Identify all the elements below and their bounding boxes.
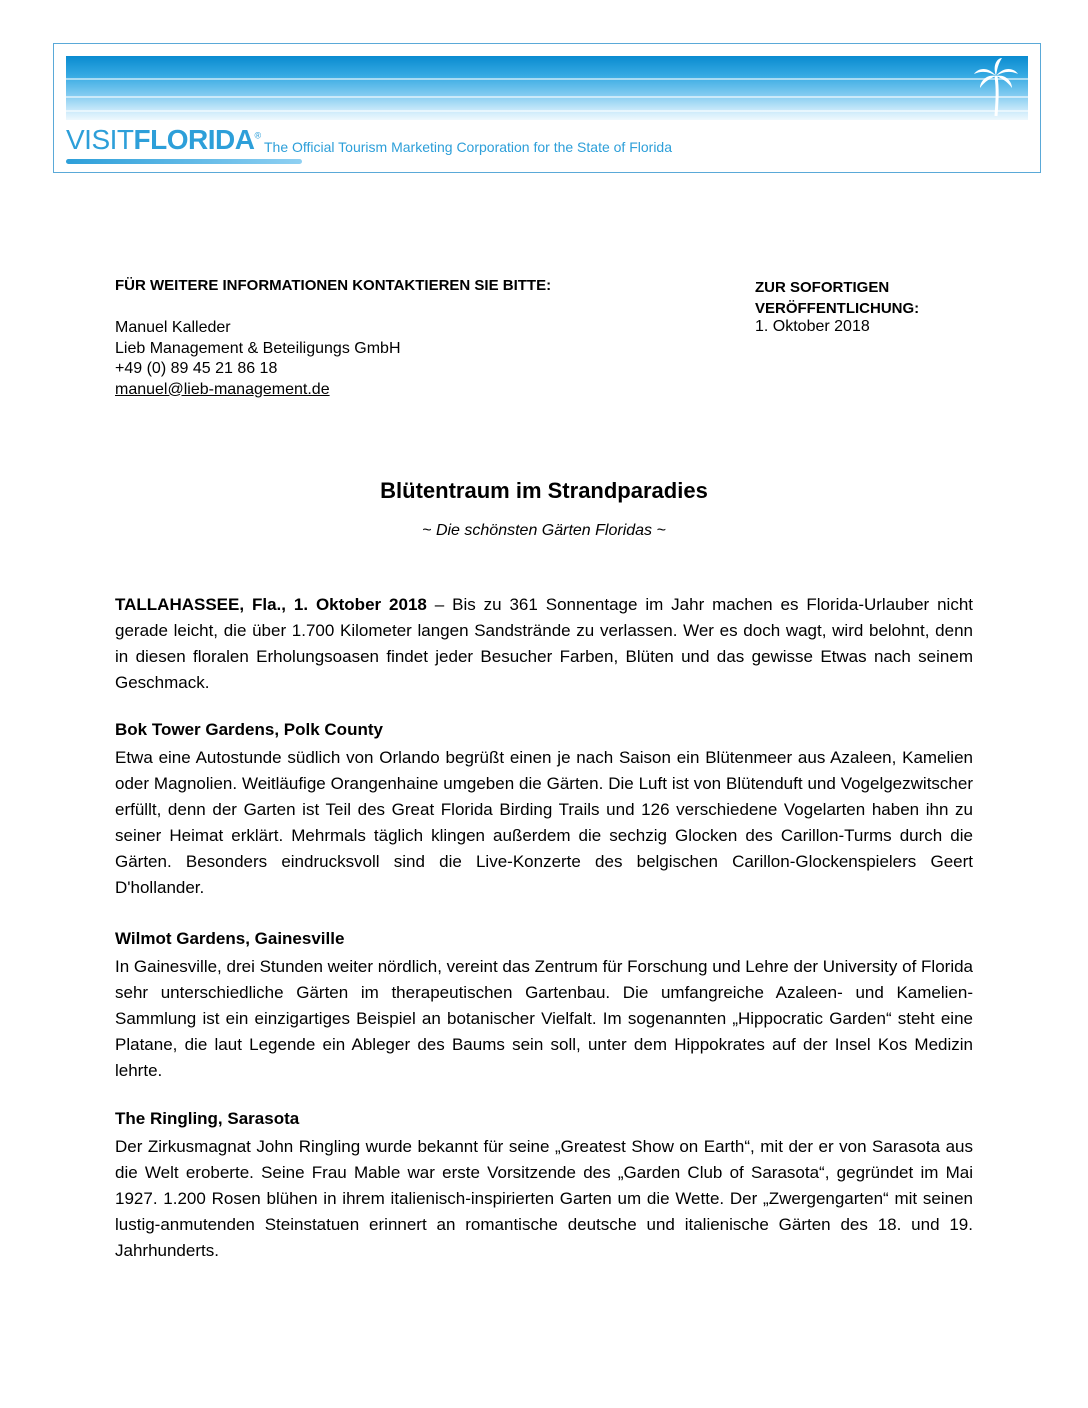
contact-phone: +49 (0) 89 45 21 86 18 (115, 360, 278, 377)
section-paragraph: Der Zirkusmagnat John Ringling wurde bekannt für seine „Greatest Show on Earth“, mit der er von Sarasota aus die Welt eroberte. Seine Frau Mable war erste Vorsitzende des „Garden Club of Sarasota“, gegründet im Mai 1927. 1.200 Rosen blühen in ihrem italienisch-inspirierten Garten um die Wette. Der „Zwergengarten“ mit seinen lustig-anmutenden Steinstatuen erinnert an romantische deutsche und italienische Gärten des 18. und 19. Jahrhunderts. (115, 1137, 973, 1260)
banner-stripe (66, 78, 1028, 80)
contact-block (115, 318, 401, 400)
logo-swoosh (66, 159, 302, 164)
header-banner (53, 43, 1041, 173)
intro-paragraph (115, 592, 973, 696)
section-paragraph: In Gainesville, drei Stunden weiter nördlich, vereint das Zentrum für Forschung und Lehre der University of Florida sehr unterschiedliche Gärten im therapeutischen Gartenbau. Die umfangreiche Azaleen- und Kamelien-Sammlung ist ein einzigartiges Beispiel an botanischer Vielfalt. Im sogenannten „Hippocratic Garden“ steht eine Platane, die laut Legende ein Ableger des Baums sein soll, unter dem Hippokrates auf der Insel Kos Medizin lehrte. (115, 957, 973, 1080)
release-heading (755, 277, 985, 319)
release-line-1: ZUR SOFORTIGEN (755, 279, 890, 296)
banner-gradient (66, 56, 1028, 120)
contact-name: Manuel Kalleder (115, 319, 231, 336)
dateline: TALLAHASSEE, Fla., 1. Oktober 2018 (115, 595, 427, 614)
section-heading: Wilmot Gardens, Gainesville (115, 929, 345, 948)
palm-tree-icon (972, 58, 1020, 118)
section-heading: The Ringling, Sarasota (115, 1109, 300, 1128)
release-line-2: VERÖFFENTLICHUNG: (755, 300, 920, 317)
release-date: 1. Oktober 2018 (755, 318, 870, 335)
section-heading: Bok Tower Gardens, Polk County (115, 720, 383, 739)
banner-stripe (66, 110, 1028, 112)
section-paragraph: Etwa eine Autostunde südlich von Orlando begrüßt einen je nach Saison ein Blütenmeer aus Azaleen, Kamelien oder Magnolien. Weitläufige Orangenhaine umgeben die Gärten. Die Luft ist von Blütenduft und Vogelgezwitscher erfüllt, denn der Garten ist Teil des Great Florida Birding Trails und 126 verschiedene Vogelarten haben ihn zu seiner Heimat erklärt. Mehrmals täglich klingen außerdem die sechzig Glocken des Carillon-Turms durch die Gärten. Besonders eindrucksvoll sind die Live-Konzerte des belgischen Carillon-Glockenspielers Geert D'hollander. (115, 748, 973, 897)
banner-stripe (66, 96, 1028, 98)
contact-heading: FÜR WEITERE INFORMATIONEN KONTAKTIEREN SIE BITTE: (115, 277, 552, 294)
tagline: The Official Tourism Marketing Corporation for the State of Florida (264, 139, 672, 155)
intro-text: – Bis zu 361 Sonnentage im Jahr machen es Florida-Urlauber nicht gerade leicht, die über 1.700 Kilometer langen Sandstrände zu verlassen. Wer es doch wagt, wird belohnt, denn in diesen floralen Erholungsoasen findet jeder Besucher Farben, Blüten und das gewisse Etwas nach seinem Geschmack. (115, 595, 973, 692)
page-title: Blütentraum im Strandparadies (380, 478, 708, 503)
contact-company: Lieb Management & Beteiligungs GmbH (115, 339, 401, 357)
page-subtitle: ~ Die schönsten Gärten Floridas ~ (422, 522, 666, 539)
contact-email-link[interactable]: manuel@lieb-management.de (115, 380, 330, 398)
visit-florida-logo: VISITFLORIDA® (66, 124, 261, 155)
